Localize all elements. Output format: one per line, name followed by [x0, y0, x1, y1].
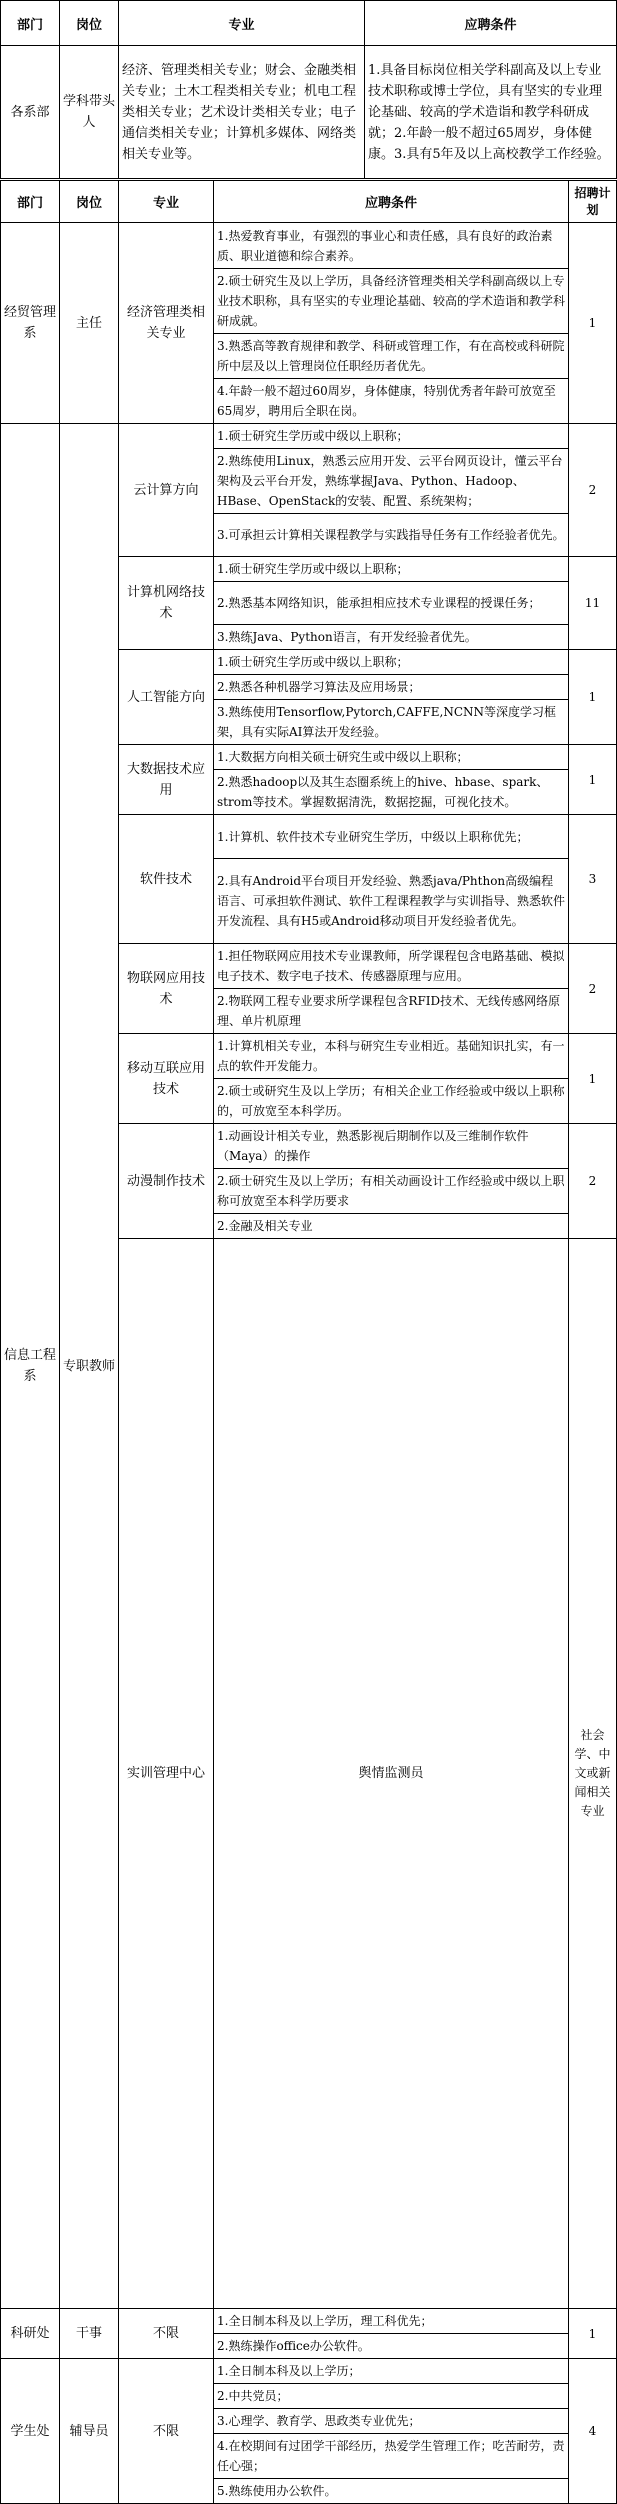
header-plan: 招聘计划: [569, 181, 617, 223]
major-cell: 不限: [119, 2309, 214, 2359]
dept-cell: 科研处: [1, 2309, 60, 2359]
major-cell: 社会学、中文或新闻相关专业: [569, 1239, 617, 2309]
position-cell: 舆情监测员: [214, 1239, 569, 2309]
table-row: [1, 2359, 617, 2384]
header-requirement: 应聘条件: [214, 181, 569, 223]
requirement-cell: 1.计算机、软件技术专业研究生学历，中级以上职称优先；: [214, 815, 569, 859]
requirement-cell: 2.熟练使用Linux，熟悉云应用开发、云平台网页设计，懂云平台架构及云平台开发，熟练掌握Java、Python、Hadoop、HBase、OpenStack的安装、配置、系统架构；: [214, 449, 569, 514]
requirement-cell: 3.熟练Java、Python语言，有开发经验者优先。: [214, 625, 569, 650]
requirement-cell: 5.熟练使用办公软件。: [214, 2479, 569, 2504]
plan-count: 2: [569, 1124, 617, 1239]
table-row: [1, 46, 617, 179]
requirement-cell: 2.熟悉hadoop以及其生态圈系统上的hive、hbase、spark、strom等技术。掌握数据清洗，数据挖掘，可视化技术。: [214, 770, 569, 815]
requirement-cell: 1.具备目标岗位相关学科副高及以上专业技术职称或博士学位，具有坚实的专业理论基础、较高的学术造诣和教学科研成就；2.年龄一般不超过65周岁，身体健康。3.具有5年及以上高校教学工作经验。: [365, 46, 617, 179]
requirement-cell: 2.金融及相关专业: [214, 1214, 569, 1239]
requirement-cell: 1.大数据方向相关硕士研究生或中级以上职称；: [214, 745, 569, 770]
plan-count: 2: [569, 944, 617, 1034]
plan-count: 1: [569, 745, 617, 815]
major-cell: 经济、管理类相关专业；财会、金融类相关专业；土木工程类相关专业；机电工程类相关专业；艺术设计类相关专业；电子通信类相关专业；计算机多媒体、网络类相关专业等。: [119, 46, 365, 179]
requirement-cell: 2.硕士研究生及以上学历；有相关动画设计工作经验或中级以上职称可放宽至本科学历要求: [214, 1169, 569, 1214]
major-cell: 计算机网络技术: [119, 557, 214, 650]
requirement-cell: 1.全日制本科及以上学历，理工科优先；: [214, 2309, 569, 2334]
header-position: 岗位: [60, 1, 119, 46]
major-cell: 不限: [119, 2359, 214, 2504]
dept-cell: 学生处: [1, 2359, 60, 2504]
major-cell: 移动互联应用技术: [119, 1034, 214, 1124]
requirement-cell: 2.中共党员；: [214, 2384, 569, 2409]
requirement-cell: 4.年龄一般不超过60周岁，身体健康，特别优秀者年龄可放宽至65周岁，聘用后全职在岗。: [214, 379, 569, 424]
position-cell: 主任: [60, 223, 119, 424]
requirement-cell: 1.硕士研究生学历或中级以上职称；: [214, 650, 569, 675]
major-cell: 动漫制作技术: [119, 1124, 214, 1239]
requirement-cell: 3.熟悉高等教育规律和教学、科研或管理工作，有在高校或科研院所中层及以上管理岗位任职经历者优先。: [214, 334, 569, 379]
header-dept: 部门: [1, 1, 60, 46]
requirement-cell: 2.熟练操作office办公软件。: [214, 2334, 569, 2359]
major-cell: 云计算方向: [119, 424, 214, 557]
requirement-cell: 2.具有Android平台项目开发经验、熟悉java/Phthon高级编程语言、可承担软件测试、软件工程课程教学与实训指导、熟悉软件开发流程、具有H5或Android移动项目开发经验者优先。: [214, 859, 569, 944]
requirement-cell: 2.硕士或研究生及以上学历；有相关企业工作经验或中级以上职称的，可放宽至本科学历。: [214, 1079, 569, 1124]
requirement-cell: 1.计算机相关专业，本科与研究生专业相近。基础知识扎实，有一点的软件开发能力。: [214, 1034, 569, 1079]
table-header-row: [1, 1, 617, 46]
plan-count: 11: [569, 557, 617, 650]
plan-count: 1: [569, 1034, 617, 1124]
requirement-cell: 3.可承担云计算相关课程教学与实践指导任务有工作经验者优先。: [214, 514, 569, 557]
header-dept: 部门: [1, 181, 60, 223]
table-header-row: [1, 181, 617, 223]
requirement-cell: 2.硕士研究生及以上学历，具备经济管理类相关学科副高级以上专业技术职称，具有坚实的专业理论基础、较高的学术造诣和教学科研成就。: [214, 269, 569, 334]
requirement-cell: 1.硕士研究生学历或中级以上职称；: [214, 424, 569, 449]
table-row: [1, 2309, 617, 2334]
requirement-cell: 2.物联网工程专业要求所学课程包含RFID技术、无线传感网络原理、单片机原理: [214, 989, 569, 1034]
major-cell: 软件技术: [119, 815, 214, 944]
requirement-cell: 2.熟悉各种机器学习算法及应用场景；: [214, 675, 569, 700]
header-major: 专业: [119, 1, 365, 46]
plan-count: 3: [569, 815, 617, 944]
dept-cell: 各系部: [1, 46, 60, 179]
header-major: 专业: [119, 181, 214, 223]
dept-cell: 实训管理中心: [119, 1239, 214, 2309]
position-cell: 辅导员: [60, 2359, 119, 2504]
major-cell: 人工智能方向: [119, 650, 214, 745]
major-cell: 经济管理类相关专业: [119, 223, 214, 424]
plan-count: 1: [569, 223, 617, 424]
header-requirement: 应聘条件: [365, 1, 617, 46]
requirement-cell: 3.心理学、教育学、思政类专业优先；: [214, 2409, 569, 2434]
plan-count: 4: [569, 2359, 617, 2504]
plan-count: 1: [569, 2309, 617, 2359]
requirement-cell: 1.动画设计相关专业，熟悉影视后期制作以及三维制作软件（Maya）的操作: [214, 1124, 569, 1169]
dept-cell: 信息工程系: [1, 424, 60, 2309]
plan-count: 2: [569, 424, 617, 557]
plan-count: 1: [569, 650, 617, 745]
dept-cell: 经贸管理系: [1, 223, 60, 424]
table-row: [1, 424, 617, 449]
requirement-cell: 1.全日制本科及以上学历；: [214, 2359, 569, 2384]
major-cell: 大数据技术应用: [119, 745, 214, 815]
recruitment-table: [0, 180, 617, 2504]
leader-table: [0, 0, 617, 179]
major-cell: 物联网应用技术: [119, 944, 214, 1034]
table-row: [1, 223, 617, 269]
position-cell: 学科带头人: [60, 46, 119, 179]
requirement-cell: 1.担任物联网应用技术专业课教师，所学课程包含电路基础、模拟电子技术、数字电子技术、传感器原理与应用。: [214, 944, 569, 989]
position-cell: 专职教师: [60, 424, 119, 2309]
requirement-cell: 3.熟练使用Tensorflow,Pytorch,CAFFE,NCNN等深度学习框架，具有实际AI算法开发经验。: [214, 700, 569, 745]
requirement-cell: 1.硕士研究生学历或中级以上职称；: [214, 557, 569, 582]
position-cell: 干事: [60, 2309, 119, 2359]
requirement-cell: 1.热爱教育事业，有强烈的事业心和责任感，具有良好的政治素质、职业道德和综合素养。: [214, 223, 569, 269]
requirement-cell: 4.在校期间有过团学干部经历，热爱学生管理工作；吃苦耐劳，责任心强；: [214, 2434, 569, 2479]
requirement-cell: 2.熟悉基本网络知识，能承担相应技术专业课程的授课任务；: [214, 582, 569, 625]
header-position: 岗位: [60, 181, 119, 223]
